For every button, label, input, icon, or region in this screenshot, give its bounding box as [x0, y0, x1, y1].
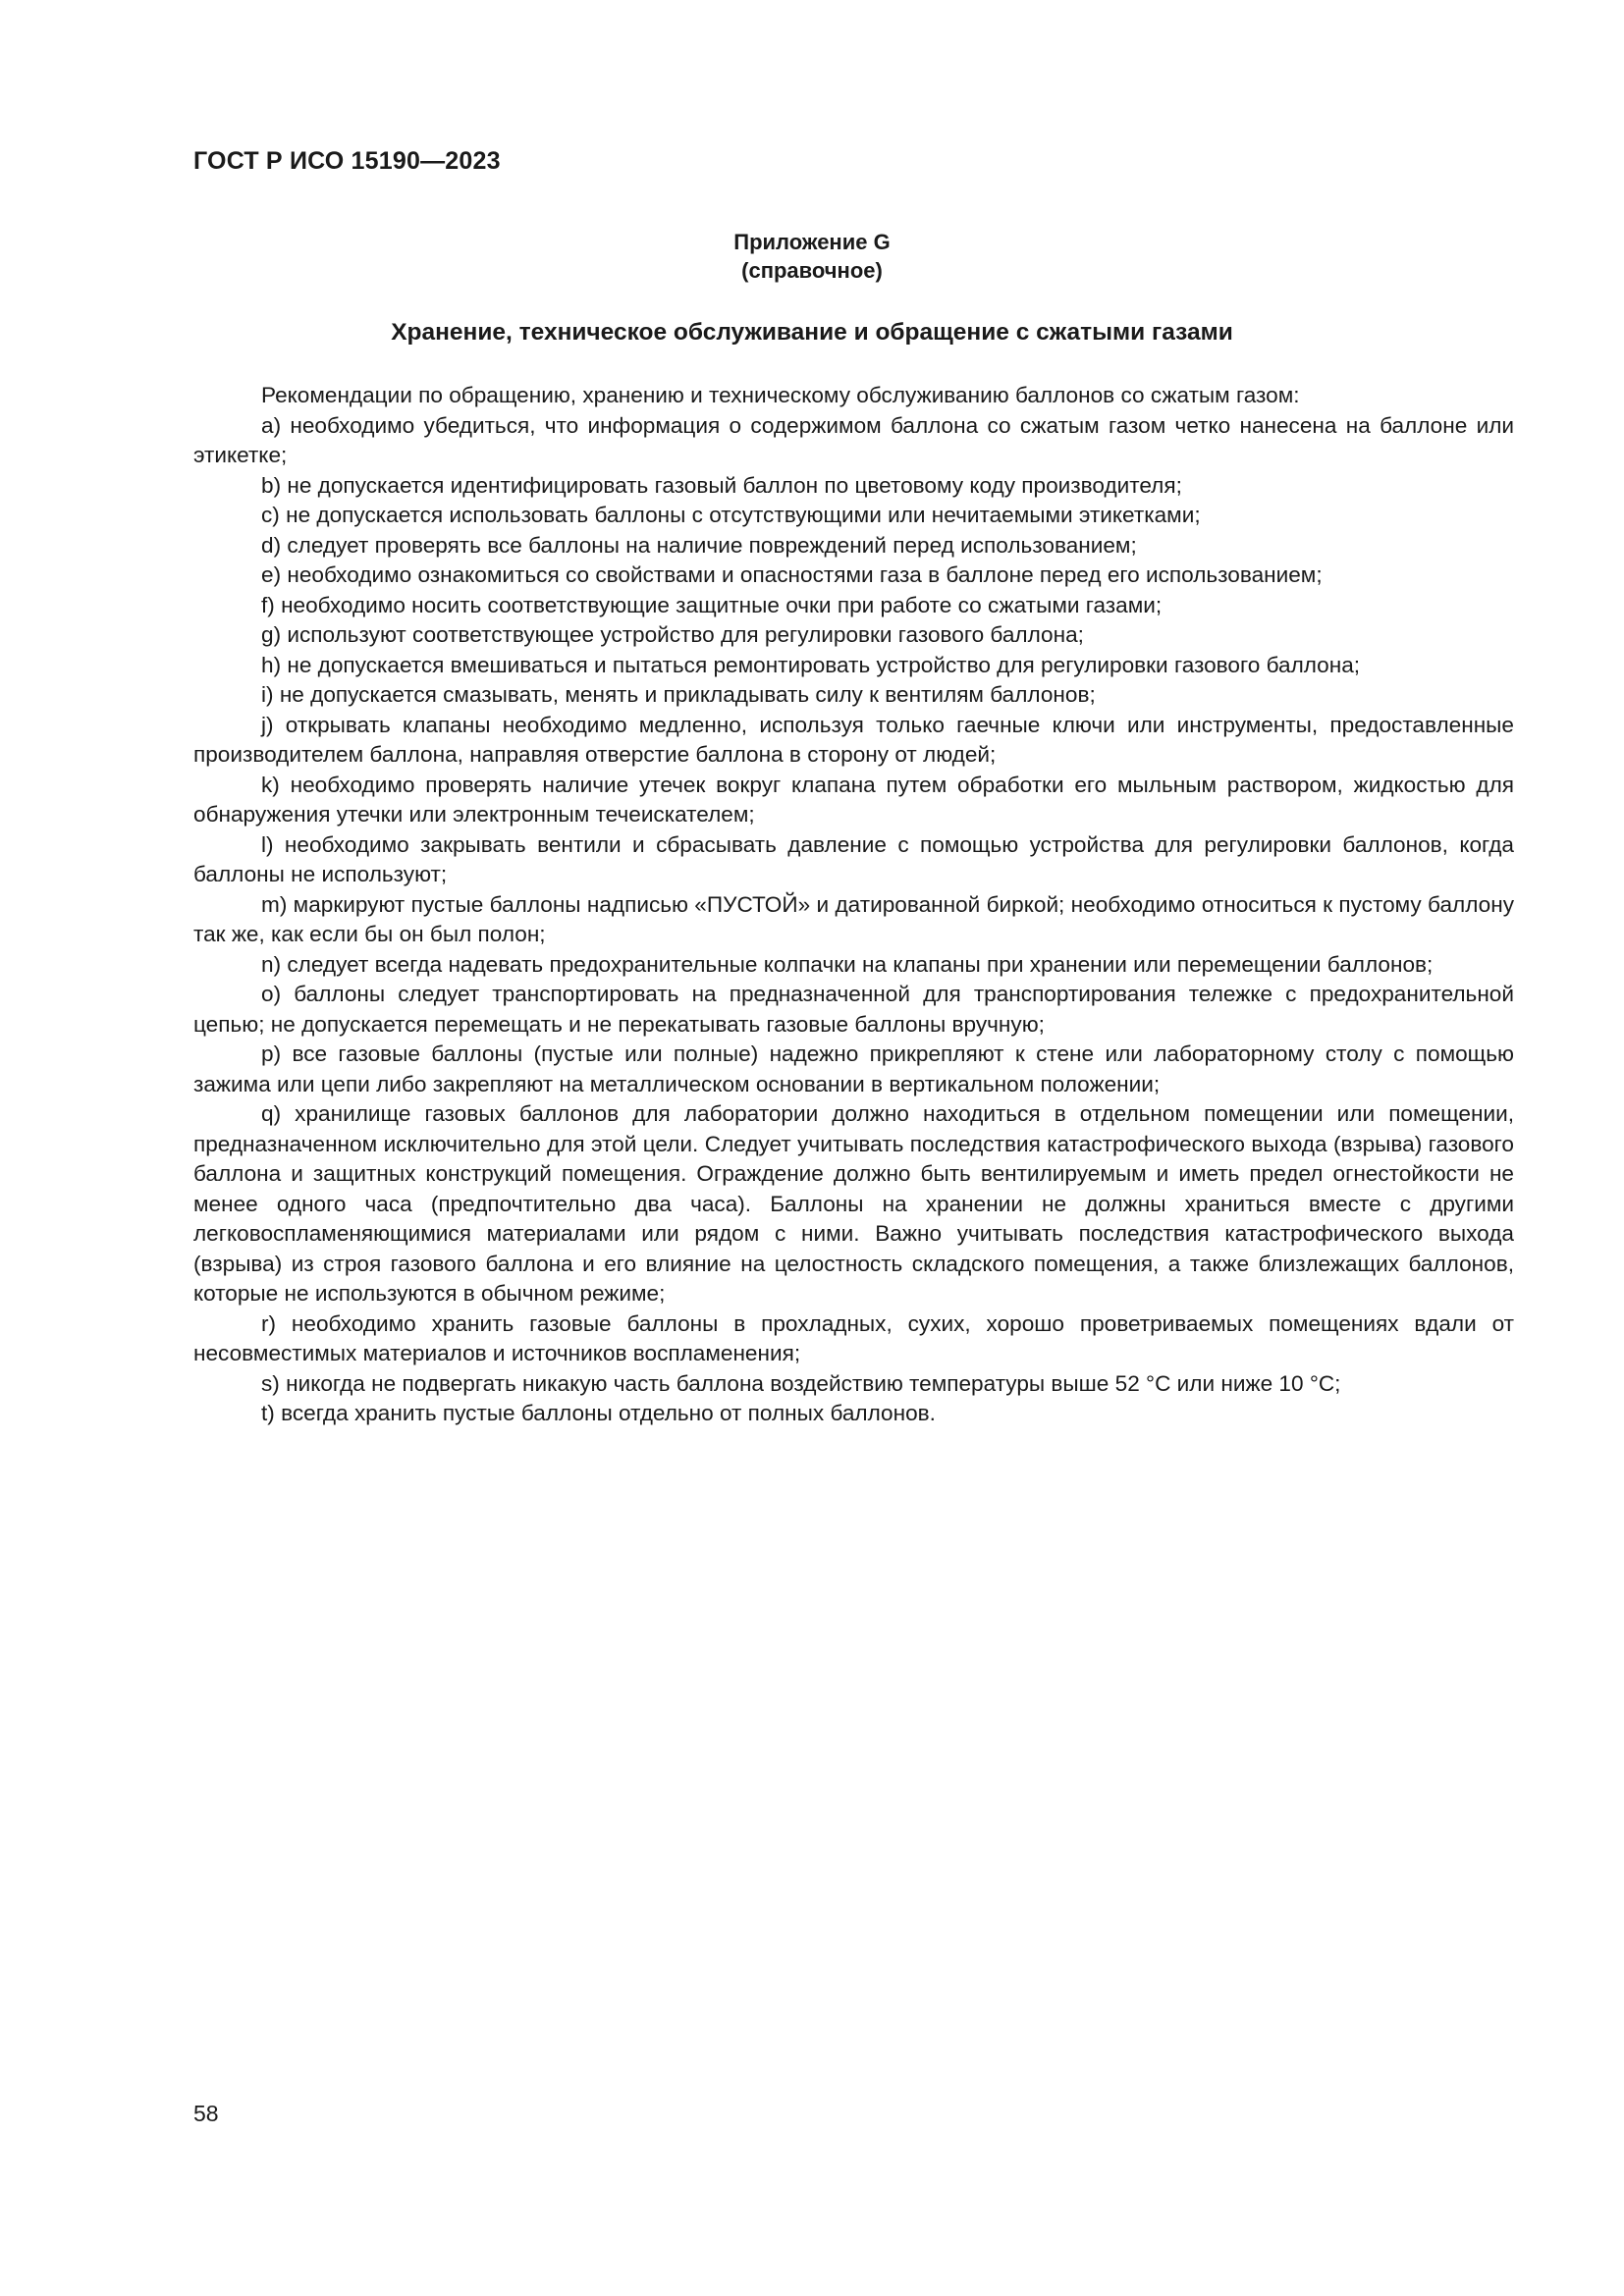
list-item-p: p) все газовые баллоны (пустые или полные) надежно прикрепляют к стене или лабораторному столу с помощью зажима или цепи либо закрепляют на металлическом основании в вертикальном положении;: [193, 1041, 1514, 1096]
list-item-l: l) необходимо закрывать вентили и сбрасывать давление с помощью устройства для регулировки баллонов, когда баллоны не используют;: [193, 831, 1514, 886]
list-item-a: a) необходимо убедиться, что информация о содержимом баллона со сжатым газом четко нанесена на баллоне или этикетке;: [193, 412, 1514, 467]
appendix-label: Приложение G: [733, 230, 891, 254]
list-item-n: n) следует всегда надевать предохранительные колпачки на клапаны при хранении или перемещении баллонов;: [261, 951, 1434, 977]
list-item-i: i) не допускается смазывать, менять и прикладывать силу к вентилям баллонов;: [261, 682, 1096, 707]
appendix-type: (справочное): [741, 258, 883, 283]
standard-code-header: ГОСТ Р ИСО 15190—2023: [193, 147, 501, 175]
list-item-d: d) следует проверять все баллоны на наличие повреждений перед использованием;: [261, 532, 1137, 558]
recommendations-body: [193, 381, 1514, 1429]
list-item-h: h) не допускается вмешиваться и пытаться ремонтировать устройство для регулировки газового баллона;: [261, 652, 1361, 677]
list-item-m: m) маркируют пустые баллоны надписью «ПУСТОЙ» и датированной биркой; необходимо относиться к пустому баллону так же, как если бы он был полон;: [193, 891, 1514, 946]
list-item-f: f) необходимо носить соответствующие защитные очки при работе со сжатыми газами;: [261, 592, 1163, 617]
list-item-g: g) используют соответствующее устройство для регулировки газового баллона;: [261, 622, 1084, 647]
list-item-c: c) не допускается использовать баллоны с отсутствующими или нечитаемыми этикетками;: [261, 503, 1201, 527]
list-item-q: q) хранилище газовых баллонов для лаборатории должно находиться в отдельном помещении или помещении, предназначенном исключительно для этой цели. Следует учитывать последствия катастрофического выхода (взрыва) газового баллона и защитных конструкций помещения. Ограждение должно быть вентилируемым и иметь предел огнестойкости не менее одного часа (предпочтительно два часа). Баллоны на хранении не должны храниться вместе с другими легковоспламеняющимися материалами или рядом с ними. Важно учитывать последствия катастрофического выхода (взрыва) из строя газового баллона и его влияние на целостность складского помещения, а также близлежащих баллонов, которые не используются в обычном режиме;: [193, 1101, 1514, 1306]
list-item-r: r) необходимо хранить газовые баллоны в прохладных, сухих, хорошо проветриваемых помещениях вдали от несовместимых материалов и источников воспламенения;: [193, 1310, 1514, 1365]
intro-paragraph: Рекомендации по обращению, хранению и техническому обслуживанию баллонов со сжатым газом:: [261, 383, 1300, 407]
page-number: 58: [193, 2101, 219, 2126]
list-item-e: e) необходимо ознакомиться со свойствами и опасностями газа в баллоне перед его использованием;: [261, 562, 1323, 587]
appendix-heading: [0, 228, 1624, 285]
list-item-b: b) не допускается идентифицировать газовый баллон по цветовому коду производителя;: [261, 472, 1182, 498]
list-item-j: j) открывать клапаны необходимо медленно, используя только гаечные ключи или инструменты, предоставленные производителем баллона, направляя отверстие баллона в сторону от людей;: [193, 712, 1514, 767]
list-item-t: t) всегда хранить пустые баллоны отдельно от полных баллонов.: [261, 1401, 936, 1425]
appendix-title: Хранение, техническое обслуживание и обращение с сжатыми газами: [391, 319, 1233, 346]
list-item-o: o) баллоны следует транспортировать на предназначенной для транспортирования тележке с предохранительной цепью; не допускается перемещать и не перекатывать газовые баллоны вручную;: [193, 982, 1514, 1037]
list-item-k: k) необходимо проверять наличие утечек вокруг клапана путем обработки его мыльным раствором, жидкостью для обнаружения утечки или электронным течеискателем;: [193, 772, 1514, 827]
list-item-s: s) никогда не подвергать никакую часть баллона воздействию температуры выше 52 °C или ниже 10 °C;: [261, 1370, 1341, 1396]
